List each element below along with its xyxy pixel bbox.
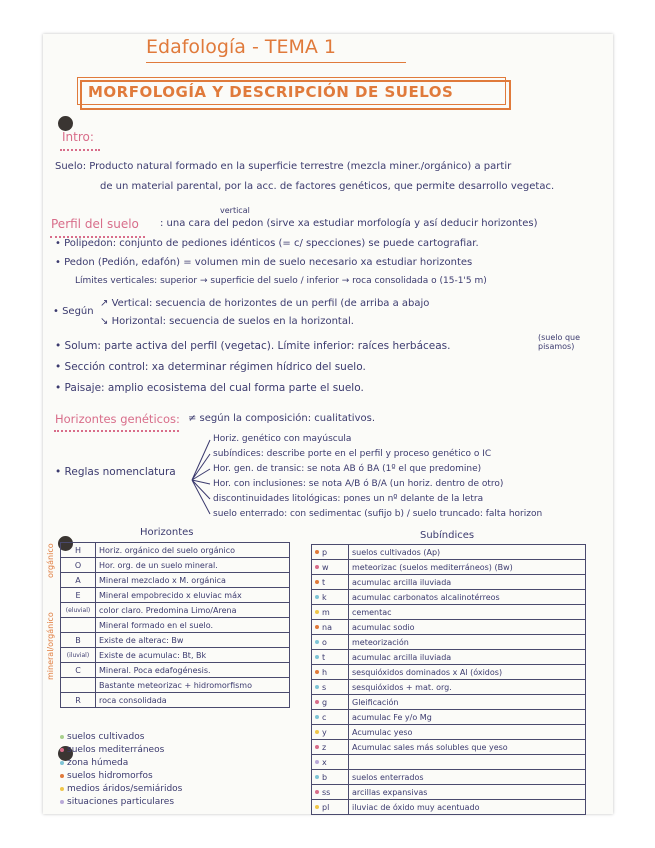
subindex-description: acumulac carbonatos alcalinotérreos <box>349 590 586 605</box>
table-row <box>312 650 586 665</box>
legend-label: situaciones particulares <box>67 797 175 807</box>
horizon-description: Mineral mezclado x M. orgánica <box>96 573 290 588</box>
subindex-code: s <box>322 682 327 692</box>
table-row <box>312 680 586 695</box>
subindex-code-cell <box>312 740 349 755</box>
table-row <box>61 618 290 633</box>
horizontes-table <box>60 542 290 708</box>
subindex-code-cell <box>312 590 349 605</box>
legend-label: suelos hidromorfos <box>67 771 153 781</box>
legend-dot-icon <box>60 787 64 791</box>
color-dot-icon <box>315 745 319 749</box>
table-row <box>61 633 290 648</box>
subindex-code-cell <box>312 725 349 740</box>
subindex-code: y <box>322 727 327 737</box>
color-dot-icon <box>315 700 319 704</box>
horizon-description: Existe de alterac: Bw <box>96 633 290 648</box>
horizontes-definition: ≠ según la composición: cualitativos. <box>188 413 375 424</box>
table-row <box>61 663 290 678</box>
subindex-description: Gleificación <box>349 695 586 710</box>
segun-label: • Según <box>53 306 94 317</box>
table-row <box>61 558 290 573</box>
color-dot-icon <box>315 760 319 764</box>
horizontes-heading: Horizontes genéticos: <box>55 412 180 426</box>
legend-dot-icon <box>60 735 64 739</box>
color-dot-icon <box>315 775 319 779</box>
horizon-code: A <box>61 573 96 588</box>
subindex-code-cell <box>312 665 349 680</box>
subindex-description: suelos enterrados <box>349 770 586 785</box>
horizon-code: (eluvial) <box>61 603 96 618</box>
subindex-description: meteorización <box>349 635 586 650</box>
heading-underline <box>54 427 179 432</box>
horizontes-table-header: Horizontes <box>140 527 194 538</box>
horizon-code: R <box>61 693 96 708</box>
color-dot-icon <box>315 670 319 674</box>
subindex-code-cell <box>312 710 349 725</box>
table-row <box>61 543 290 558</box>
horizon-code: (iluvial) <box>61 648 96 663</box>
horizon-code <box>61 618 96 633</box>
subindex-description <box>349 755 586 770</box>
table-row <box>61 648 290 663</box>
subindex-description: acumulac Fe y/o Mg <box>349 710 586 725</box>
table-row <box>61 588 290 603</box>
subindex-description: acumulac arcilla iluviada <box>349 575 586 590</box>
perfil-heading: Perfil del suelo <box>51 217 139 231</box>
horizon-description: Bastante meteorizac + hidromorfismo <box>96 678 290 693</box>
legend-item <box>60 745 182 758</box>
subindex-description: Acumulac sales más solubles que yeso <box>349 740 586 755</box>
legend-label: zona húmeda <box>67 758 129 768</box>
color-dot-icon <box>315 730 319 734</box>
color-dot-icon <box>315 625 319 629</box>
intro-heading: Intro: <box>62 130 94 144</box>
rule-3: Hor. gen. de transic: se nota AB ó BA (1º el que predomine) <box>213 464 482 474</box>
subindex-code-cell <box>312 695 349 710</box>
legend-item <box>60 771 182 784</box>
color-dot-icon <box>315 805 319 809</box>
horizon-description: color claro. Predomina Limo/Arena <box>96 603 290 618</box>
legend-item <box>60 732 182 745</box>
legend-dot-icon <box>60 800 64 804</box>
paisaje-definition: • Paisaje: amplio ecosistema del cual forma parte el suelo. <box>55 382 364 394</box>
legend-item <box>60 758 182 771</box>
rule-5: discontinuidades litológicas: pones un nº delante de la letra <box>213 494 484 504</box>
segun-horizontal-text: Horizontal: secuencia de suelos en la horizontal. <box>111 316 354 327</box>
color-dot-icon <box>315 610 319 614</box>
subindex-description: acumulac sodio <box>349 620 586 635</box>
table-row <box>312 545 586 560</box>
subindex-code-cell <box>312 635 349 650</box>
horizon-code: B <box>61 633 96 648</box>
suelo-definition-line1: Suelo: Producto natural formado en la superficie terrestre (mezcla miner./orgánico) a partir <box>55 161 512 172</box>
subindex-code-cell <box>312 560 349 575</box>
legend-item <box>60 784 182 797</box>
horizon-code: E <box>61 588 96 603</box>
table-row <box>312 725 586 740</box>
table-row <box>312 755 586 770</box>
color-dot-icon <box>315 595 319 599</box>
rule-4: Hor. con inclusiones: se nota A/B ó B/A (un horiz. dentro de otro) <box>213 479 504 489</box>
subindex-description: arcillas expansivas <box>349 785 586 800</box>
rule-2: subíndices: describe porte en el perfil y proceso genético o IC <box>213 449 492 459</box>
color-dot-icon <box>315 655 319 659</box>
legend-label: suelos cultivados <box>67 732 145 742</box>
page-subtitle: MORFOLOGÍA Y DESCRIPCIÓN DE SUELOS <box>88 83 454 101</box>
table-row <box>312 590 586 605</box>
table-row <box>312 575 586 590</box>
rule-6: suelo enterrado: con sedimentac (sufijo b) / suelo truncado: falta horizon <box>213 509 543 519</box>
subindex-code: h <box>322 667 328 677</box>
horizon-description: Mineral. Poca edafogénesis. <box>96 663 290 678</box>
vertical-note: vertical <box>220 206 250 215</box>
subindex-code-cell <box>312 755 349 770</box>
subindex-description: iluviac de óxido muy acentuado <box>349 800 586 815</box>
table-row <box>312 665 586 680</box>
table-row <box>312 605 586 620</box>
subindex-description: acumulac arcilla iluviada <box>349 650 586 665</box>
subindex-code-cell <box>312 680 349 695</box>
legend-dot-icon <box>60 761 64 765</box>
subindex-code: t <box>322 577 326 587</box>
horizon-description: Hor. org. de un suelo mineral. <box>96 558 290 573</box>
subindices-table <box>311 544 586 815</box>
subindex-code: o <box>322 637 327 647</box>
solum-definition: • Solum: parte activa del perfil (vegetac). Límite inferior: raíces herbáceas. <box>55 340 451 352</box>
horizon-description: Mineral formado en el suelo. <box>96 618 290 633</box>
table-row <box>61 603 290 618</box>
color-dot-icon <box>315 790 319 794</box>
perfil-definition: : una cara del pedon (sirve xa estudiar morfología y así deducir horizontes) <box>160 218 538 229</box>
table-row <box>61 573 290 588</box>
segun-vertical-text: Vertical: secuencia de horizontes de un perfil (de arriba a abajo <box>111 298 430 309</box>
subindex-code-cell <box>312 770 349 785</box>
color-dot-icon <box>315 640 319 644</box>
table-row <box>312 620 586 635</box>
color-dot-icon <box>315 685 319 689</box>
subindex-description: cementac <box>349 605 586 620</box>
subindex-code: x <box>322 757 327 767</box>
table-row <box>312 635 586 650</box>
subindex-code-cell <box>312 575 349 590</box>
subindex-code: w <box>322 562 329 572</box>
side-label-mineral: mineral/orgánico <box>46 612 55 680</box>
horizon-code: H <box>61 543 96 558</box>
color-dot-icon <box>315 580 319 584</box>
color-dot-icon <box>315 715 319 719</box>
table-row <box>312 770 586 785</box>
subindex-code: g <box>322 697 328 707</box>
color-legend <box>60 732 182 810</box>
color-dot-icon <box>315 550 319 554</box>
subindex-code-cell <box>312 650 349 665</box>
subindex-code: z <box>322 742 327 752</box>
horizon-description: roca consolidada <box>96 693 290 708</box>
rules-arrows-icon <box>190 436 214 526</box>
subindex-code: ss <box>322 787 331 797</box>
legend-dot-icon <box>60 774 64 778</box>
subindex-code: c <box>322 712 327 722</box>
subindex-code-cell <box>312 620 349 635</box>
subindex-description: suelos cultivados (Ap) <box>349 545 586 560</box>
subindex-description: sesquióxidos + mat. org. <box>349 680 586 695</box>
horizon-code: O <box>61 558 96 573</box>
table-row <box>312 800 586 815</box>
subindex-code: m <box>322 607 330 617</box>
solum-note: (suelo que pisamos) <box>538 333 581 351</box>
limites-verticales: Límites verticales: superior → superficie del suelo / inferior → roca consolidada o (15-1'5 m) <box>75 276 487 286</box>
subindex-code: b <box>322 772 328 782</box>
polipedon-definition: • Polipedon: conjunto de pediones idénticos (= c/ specciones) se puede cartografiar. <box>55 238 479 249</box>
subindex-code: t <box>322 652 326 662</box>
horizon-description: Mineral empobrecido x eluviac máx <box>96 588 290 603</box>
table-row <box>312 560 586 575</box>
pedon-definition: • Pedon (Pedión, edafón) = volumen min de suelo necesario xa estudiar horizontes <box>55 257 473 268</box>
legend-label: medios áridos/semiáridos <box>67 784 183 794</box>
subindex-description: sesquióxidos dominados x Al (óxidos) <box>349 665 586 680</box>
subindices-table-header: Subíndices <box>420 530 475 541</box>
title-underline <box>146 62 406 63</box>
table-row <box>61 693 290 708</box>
rule-1: Horiz. genético con mayúscula <box>213 434 352 444</box>
suelo-definition-line2: de un material parental, por la acc. de factores genéticos, que permite desarrollo vegetac. <box>100 181 555 192</box>
color-dot-icon <box>315 565 319 569</box>
table-row <box>61 678 290 693</box>
horizon-code <box>61 678 96 693</box>
subindex-code: pl <box>322 802 330 812</box>
page-title: Edafología - TEMA 1 <box>146 36 336 58</box>
table-row <box>312 710 586 725</box>
subindex-code-cell <box>312 800 349 815</box>
subindex-description: meteorizac (suelos mediterráneos) (Bw) <box>349 560 586 575</box>
legend-dot-icon <box>60 748 64 752</box>
horizon-description: Horiz. orgánico del suelo orgánico <box>96 543 290 558</box>
subindex-code-cell <box>312 545 349 560</box>
table-row <box>312 740 586 755</box>
subindex-description: Acumulac yeso <box>349 725 586 740</box>
subindex-code: p <box>322 547 328 557</box>
legend-item <box>60 797 182 810</box>
reglas-nomenclatura: • Reglas nomenclatura <box>55 466 176 478</box>
side-label-organic: orgánico <box>46 543 55 578</box>
subindex-code: k <box>322 592 327 602</box>
seccion-control: • Sección control: xa determinar régimen hídrico del suelo. <box>55 361 366 373</box>
subindex-code: na <box>322 622 332 632</box>
subindex-code-cell <box>312 605 349 620</box>
horizon-description: Existe de acumulac: Bt, Bk <box>96 648 290 663</box>
segun-horizontal: ↘ Horizontal: secuencia de suelos en la horizontal. <box>100 316 354 327</box>
segun-vertical: ↗ Vertical: secuencia de horizontes de un perfil (de arriba a abajo <box>100 298 430 309</box>
heading-underline <box>60 146 100 151</box>
punch-hole-icon <box>58 116 73 131</box>
subindex-code-cell <box>312 785 349 800</box>
table-row <box>312 785 586 800</box>
table-row <box>312 695 586 710</box>
horizon-code: C <box>61 663 96 678</box>
legend-label: suelos mediterráneos <box>67 745 165 755</box>
